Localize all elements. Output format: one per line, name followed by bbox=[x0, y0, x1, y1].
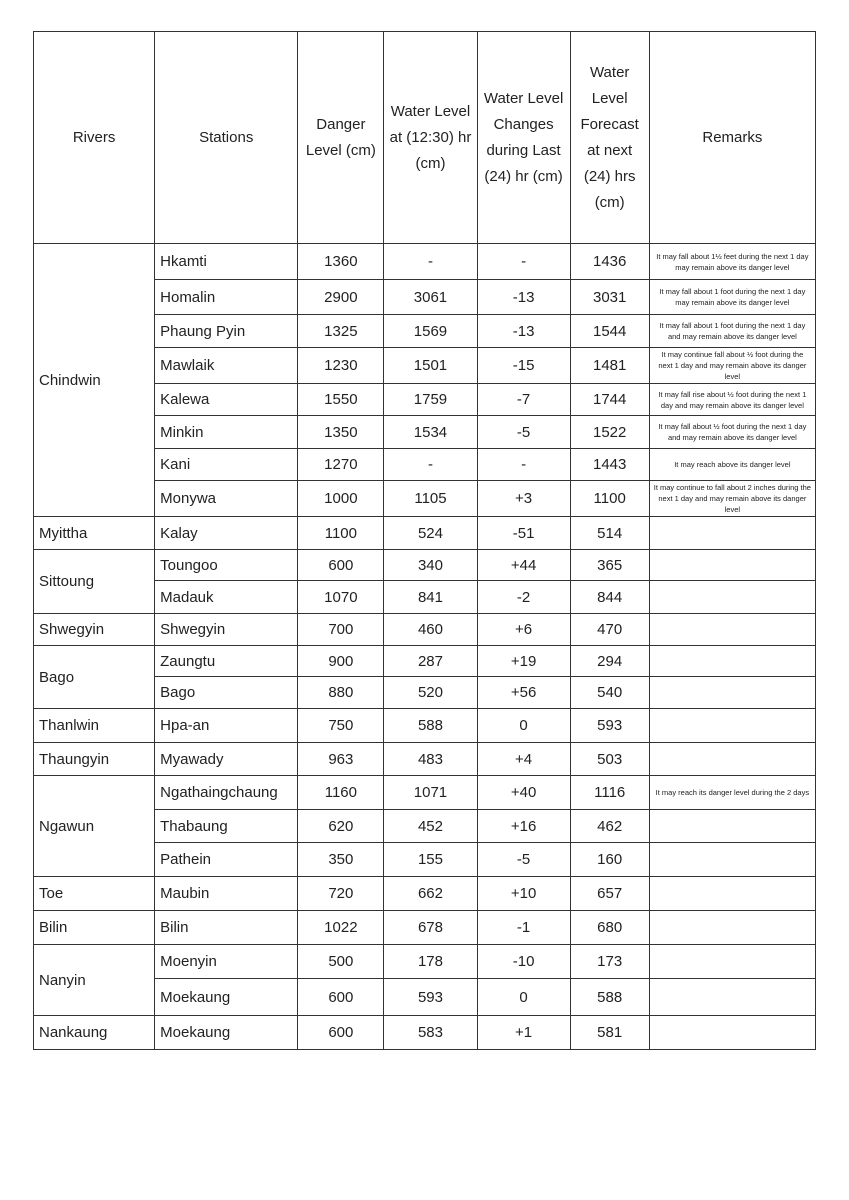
danger-level-cell: 1270 bbox=[298, 449, 384, 481]
water-level-table bbox=[33, 31, 816, 1050]
station-cell: Madauk bbox=[155, 581, 298, 614]
remarks-cell: It may continue to fall about 2 inches during the next 1 day and may remain above its danger level bbox=[649, 481, 815, 517]
forecast-cell: 1481 bbox=[570, 348, 649, 384]
header-forecast: Water Level Forecast at next (24) hrs (cm) bbox=[570, 32, 649, 244]
water-level-cell: - bbox=[384, 244, 477, 280]
danger-level-cell: 700 bbox=[298, 614, 384, 646]
change-cell: +4 bbox=[477, 743, 570, 776]
table-row bbox=[34, 614, 816, 646]
change-cell: -13 bbox=[477, 280, 570, 315]
change-cell: +56 bbox=[477, 677, 570, 709]
water-level-cell: - bbox=[384, 449, 477, 481]
remarks-cell: It may continue fall about ½ foot during the next 1 day and may remain above its danger level bbox=[649, 348, 815, 384]
water-level-cell: 3061 bbox=[384, 280, 477, 315]
river-cell: Myittha bbox=[34, 517, 155, 550]
danger-level-cell: 963 bbox=[298, 743, 384, 776]
station-cell: Homalin bbox=[155, 280, 298, 315]
forecast-cell: 1100 bbox=[570, 481, 649, 517]
water-level-cell: 588 bbox=[384, 709, 477, 743]
danger-level-cell: 2900 bbox=[298, 280, 384, 315]
river-cell: Sittoung bbox=[34, 550, 155, 614]
forecast-cell: 1744 bbox=[570, 384, 649, 416]
water-level-cell: 452 bbox=[384, 810, 477, 843]
danger-level-cell: 350 bbox=[298, 843, 384, 877]
remarks-cell: It may fall about ½ foot during the next 1 day and may remain above its danger level bbox=[649, 416, 815, 449]
station-cell: Minkin bbox=[155, 416, 298, 449]
change-cell: -51 bbox=[477, 517, 570, 550]
change-cell: +16 bbox=[477, 810, 570, 843]
header-stations: Stations bbox=[155, 32, 298, 244]
header-rivers: Rivers bbox=[34, 32, 155, 244]
remarks-cell bbox=[649, 911, 815, 945]
change-cell: -10 bbox=[477, 945, 570, 979]
forecast-cell: 540 bbox=[570, 677, 649, 709]
forecast-cell: 173 bbox=[570, 945, 649, 979]
station-cell: Bilin bbox=[155, 911, 298, 945]
table-row bbox=[34, 517, 816, 550]
forecast-cell: 1522 bbox=[570, 416, 649, 449]
station-cell: Toungoo bbox=[155, 550, 298, 581]
station-cell: Myawady bbox=[155, 743, 298, 776]
forecast-cell: 3031 bbox=[570, 280, 649, 315]
water-level-cell: 520 bbox=[384, 677, 477, 709]
river-cell: Shwegyin bbox=[34, 614, 155, 646]
station-cell: Zaungtu bbox=[155, 646, 298, 677]
remarks-cell bbox=[649, 677, 815, 709]
river-cell: Thanlwin bbox=[34, 709, 155, 743]
water-level-cell: 1534 bbox=[384, 416, 477, 449]
remarks-cell bbox=[649, 810, 815, 843]
river-cell: Ngawun bbox=[34, 776, 155, 877]
danger-level-cell: 1360 bbox=[298, 244, 384, 280]
change-cell: +10 bbox=[477, 877, 570, 911]
station-cell: Thabaung bbox=[155, 810, 298, 843]
danger-level-cell: 1160 bbox=[298, 776, 384, 810]
table-body bbox=[34, 244, 816, 1050]
station-cell: Bago bbox=[155, 677, 298, 709]
station-cell: Maubin bbox=[155, 877, 298, 911]
change-cell: 0 bbox=[477, 979, 570, 1016]
danger-level-cell: 1350 bbox=[298, 416, 384, 449]
danger-level-cell: 620 bbox=[298, 810, 384, 843]
remarks-cell: It may reach above its danger level bbox=[649, 449, 815, 481]
forecast-cell: 680 bbox=[570, 911, 649, 945]
table-row bbox=[34, 776, 816, 810]
remarks-cell bbox=[649, 979, 815, 1016]
change-cell: +44 bbox=[477, 550, 570, 581]
change-cell: - bbox=[477, 244, 570, 280]
forecast-cell: 588 bbox=[570, 979, 649, 1016]
water-level-cell: 1105 bbox=[384, 481, 477, 517]
forecast-cell: 844 bbox=[570, 581, 649, 614]
remarks-cell bbox=[649, 581, 815, 614]
station-cell: Phaung Pyin bbox=[155, 315, 298, 348]
forecast-cell: 294 bbox=[570, 646, 649, 677]
station-cell: Moekaung bbox=[155, 1016, 298, 1050]
forecast-cell: 657 bbox=[570, 877, 649, 911]
danger-level-cell: 880 bbox=[298, 677, 384, 709]
remarks-cell: It may fall about 1 foot during the next 1 day and may remain above its danger level bbox=[649, 315, 815, 348]
table-row bbox=[34, 709, 816, 743]
station-cell: Kalay bbox=[155, 517, 298, 550]
danger-level-cell: 500 bbox=[298, 945, 384, 979]
forecast-cell: 1116 bbox=[570, 776, 649, 810]
remarks-cell bbox=[649, 945, 815, 979]
remarks-cell bbox=[649, 1016, 815, 1050]
river-cell: Bago bbox=[34, 646, 155, 709]
header-row bbox=[34, 32, 816, 244]
station-cell: Moenyin bbox=[155, 945, 298, 979]
water-level-cell: 678 bbox=[384, 911, 477, 945]
water-level-cell: 841 bbox=[384, 581, 477, 614]
water-level-cell: 460 bbox=[384, 614, 477, 646]
station-cell: Kalewa bbox=[155, 384, 298, 416]
station-cell: Mawlaik bbox=[155, 348, 298, 384]
station-cell: Shwegyin bbox=[155, 614, 298, 646]
forecast-cell: 514 bbox=[570, 517, 649, 550]
table-row bbox=[34, 550, 816, 581]
remarks-cell bbox=[649, 646, 815, 677]
river-cell: Toe bbox=[34, 877, 155, 911]
water-level-cell: 524 bbox=[384, 517, 477, 550]
change-cell: -1 bbox=[477, 911, 570, 945]
station-cell: Pathein bbox=[155, 843, 298, 877]
water-level-cell: 483 bbox=[384, 743, 477, 776]
danger-level-cell: 720 bbox=[298, 877, 384, 911]
change-cell: -15 bbox=[477, 348, 570, 384]
remarks-cell: It may fall about 1 foot during the next 1 day may remain above its danger level bbox=[649, 280, 815, 315]
river-cell: Nanyin bbox=[34, 945, 155, 1016]
forecast-cell: 503 bbox=[570, 743, 649, 776]
water-level-cell: 593 bbox=[384, 979, 477, 1016]
station-cell: Monywa bbox=[155, 481, 298, 517]
remarks-cell: It may reach its danger level during the 2 days bbox=[649, 776, 815, 810]
change-cell: -5 bbox=[477, 843, 570, 877]
danger-level-cell: 600 bbox=[298, 550, 384, 581]
change-cell: -5 bbox=[477, 416, 570, 449]
danger-level-cell: 600 bbox=[298, 979, 384, 1016]
change-cell: +3 bbox=[477, 481, 570, 517]
remarks-cell: It may fall about 1½ feet during the next 1 day may remain above its danger level bbox=[649, 244, 815, 280]
danger-level-cell: 1100 bbox=[298, 517, 384, 550]
danger-level-cell: 600 bbox=[298, 1016, 384, 1050]
danger-level-cell: 750 bbox=[298, 709, 384, 743]
danger-level-cell: 1230 bbox=[298, 348, 384, 384]
table-row bbox=[34, 646, 816, 677]
change-cell: -7 bbox=[477, 384, 570, 416]
remarks-cell bbox=[649, 614, 815, 646]
change-cell: +40 bbox=[477, 776, 570, 810]
remarks-cell bbox=[649, 743, 815, 776]
water-level-cell: 662 bbox=[384, 877, 477, 911]
forecast-cell: 470 bbox=[570, 614, 649, 646]
change-cell: 0 bbox=[477, 709, 570, 743]
remarks-cell bbox=[649, 709, 815, 743]
station-cell: Hpa-an bbox=[155, 709, 298, 743]
danger-level-cell: 1000 bbox=[298, 481, 384, 517]
river-cell: Bilin bbox=[34, 911, 155, 945]
remarks-cell bbox=[649, 550, 815, 581]
forecast-cell: 1544 bbox=[570, 315, 649, 348]
water-level-cell: 155 bbox=[384, 843, 477, 877]
danger-level-cell: 900 bbox=[298, 646, 384, 677]
forecast-cell: 581 bbox=[570, 1016, 649, 1050]
danger-level-cell: 1022 bbox=[298, 911, 384, 945]
station-cell: Kani bbox=[155, 449, 298, 481]
table-row bbox=[34, 945, 816, 979]
water-level-cell: 178 bbox=[384, 945, 477, 979]
table-row bbox=[34, 1016, 816, 1050]
station-cell: Ngathaingchaung bbox=[155, 776, 298, 810]
change-cell: -13 bbox=[477, 315, 570, 348]
water-level-cell: 583 bbox=[384, 1016, 477, 1050]
remarks-cell bbox=[649, 877, 815, 911]
forecast-cell: 365 bbox=[570, 550, 649, 581]
remarks-cell bbox=[649, 517, 815, 550]
river-cell: Thaungyin bbox=[34, 743, 155, 776]
change-cell: +19 bbox=[477, 646, 570, 677]
header-changes: Water Level Changes during Last (24) hr (cm) bbox=[477, 32, 570, 244]
remarks-cell bbox=[649, 843, 815, 877]
remarks-cell: It may fall rise about ½ foot during the next 1 day and may remain above its danger level bbox=[649, 384, 815, 416]
change-cell: +6 bbox=[477, 614, 570, 646]
change-cell: +1 bbox=[477, 1016, 570, 1050]
header-remarks: Remarks bbox=[649, 32, 815, 244]
forecast-cell: 1443 bbox=[570, 449, 649, 481]
forecast-cell: 593 bbox=[570, 709, 649, 743]
river-cell: Nankaung bbox=[34, 1016, 155, 1050]
water-level-cell: 340 bbox=[384, 550, 477, 581]
header-danger-level: Danger Level (cm) bbox=[298, 32, 384, 244]
danger-level-cell: 1550 bbox=[298, 384, 384, 416]
forecast-cell: 1436 bbox=[570, 244, 649, 280]
change-cell: -2 bbox=[477, 581, 570, 614]
forecast-cell: 462 bbox=[570, 810, 649, 843]
station-cell: Hkamti bbox=[155, 244, 298, 280]
change-cell: - bbox=[477, 449, 570, 481]
table-row bbox=[34, 743, 816, 776]
table-row bbox=[34, 911, 816, 945]
header-water-level: Water Level at (12:30) hr (cm) bbox=[384, 32, 477, 244]
water-level-cell: 1501 bbox=[384, 348, 477, 384]
water-level-cell: 1071 bbox=[384, 776, 477, 810]
forecast-cell: 160 bbox=[570, 843, 649, 877]
table-row bbox=[34, 877, 816, 911]
table-row bbox=[34, 244, 816, 280]
danger-level-cell: 1070 bbox=[298, 581, 384, 614]
water-level-cell: 287 bbox=[384, 646, 477, 677]
water-level-cell: 1759 bbox=[384, 384, 477, 416]
station-cell: Moekaung bbox=[155, 979, 298, 1016]
river-cell: Chindwin bbox=[34, 244, 155, 517]
danger-level-cell: 1325 bbox=[298, 315, 384, 348]
water-level-cell: 1569 bbox=[384, 315, 477, 348]
